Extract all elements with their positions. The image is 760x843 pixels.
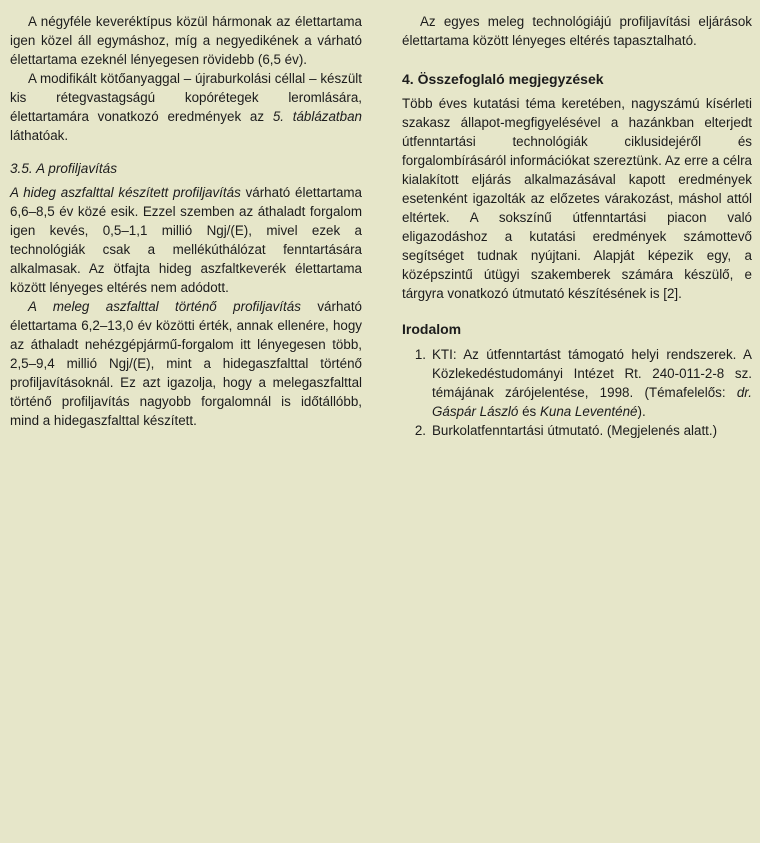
section-heading-osszefoglalo: 4. Összefoglaló megjegyzések: [402, 71, 604, 87]
reference-number: 1.: [414, 347, 426, 362]
reference-number: 2.: [414, 423, 426, 438]
reference-text-a: KTI: Az útfenntartást támogató helyi rendszerek. A Közlekedéstudományi Intézet Rt. 240-011-2-8 sz. témájának zárójelentése, 1998. (Témafelelős:: [432, 347, 752, 400]
reference-item: [402, 421, 752, 440]
reference-item: [402, 345, 752, 421]
paragraph-keverektipus: A négyféle keveréktípus közül hármonak az élettartama igen közel áll egymáshoz, míg a negyedikének a várható élettartama ezeknél lényegesen rövidebb (6,5 év).: [10, 14, 362, 67]
reference-text-a: Burkolatfenntartási útmutató. (Megjelenés alatt.): [432, 423, 718, 438]
paragraph-meleg-aszfalt-lead: A meleg aszfalttal történő profiljavítás: [28, 299, 301, 314]
left-column: [10, 12, 362, 430]
paragraph-hideg-aszfalt: [10, 183, 362, 297]
paragraph-meleg-technologia: Az egyes meleg technológiájú profiljavítási eljárások élettartama között lényeges eltérés tapasztalható.: [402, 14, 752, 48]
reference-text-b: és: [518, 404, 540, 419]
references-list: [402, 345, 752, 440]
reference-author-2: Kuna Leventéné: [539, 404, 638, 419]
paragraph-hideg-aszfalt-text: várható élettartama 6,6–8,5 év közé esik. Ezzel szemben az áthaladt forgalom igen kevés, 0,5–1,1 millió Ngj/(E), mivel ezek a technológiák csak a mellékúthálózat fenntartására alkalmasak. Az ötfajta hideg aszfaltkeverék élettartama között lényeges eltérés nem adódott.: [10, 185, 363, 295]
paragraph-modifikalt-end: láthatóak.: [10, 128, 69, 143]
paragraph-meleg-aszfalt-text: várható élettartama 6,2–13,0 év közötti érték, annak ellenére, hogy az áthaladt nehézgépjármű-forgalom itt lényegesen több, 2,5–9,4 millió Ngj/(E), mint a hidegaszfalttal történő profiljavításoknál. Ez azt igazolja, hogy a melegaszfalttal történő profiljavítás nagyobb forgalomnál is időtállóbb, mind a hidegaszfalttal készített.: [10, 299, 363, 428]
paragraph-meleg-aszfalt: [10, 297, 362, 430]
table-reference: 5. táblázatban: [272, 109, 362, 124]
paragraph-modifikalt-text: A modifikált kötőanyaggal – újraburkolási céllal – készült kis rétegvastagságú kopórétegek leromlására, élettartamára vonatkozó eredmények az: [10, 71, 362, 124]
paragraph-modifikalt: [10, 69, 362, 145]
right-column: [402, 12, 752, 440]
reference-author-1: dr. Gáspár László: [432, 385, 752, 419]
reference-text: [432, 421, 752, 440]
subheading-profiljavitas: 3.5. A profiljavítás: [10, 161, 118, 176]
reference-text: [432, 345, 752, 421]
reference-text-c: ).: [637, 404, 646, 419]
paragraph-hideg-aszfalt-lead: A hideg aszfalttal készített profiljavítás: [10, 185, 241, 200]
paragraph-osszefoglalo: Több éves kutatási téma keretében, nagyszámú kísérleti szakasz állapot-megfigyelésével a hazánkban elterjedt útfenntartási technológiák ciklusidejéről és forgalombírásáról információkat szereztünk. Az erre a célra kialakított eljárás alkalmazásával kapott eredmények esetenként igazolták az előzetes várakozást, máshol attól eltértek. A sokszínű útfenntartási piacon való eligazodáshoz a kutatási eredmények számottevő segítséget tudnak nyújtani. Alapját képezik egy, a középszintű útügyi szakemberek számára készülő, e tárgyra vonatkozó útmutató készítésének is [2].: [402, 96, 752, 301]
references-heading: Irodalom: [402, 321, 462, 337]
